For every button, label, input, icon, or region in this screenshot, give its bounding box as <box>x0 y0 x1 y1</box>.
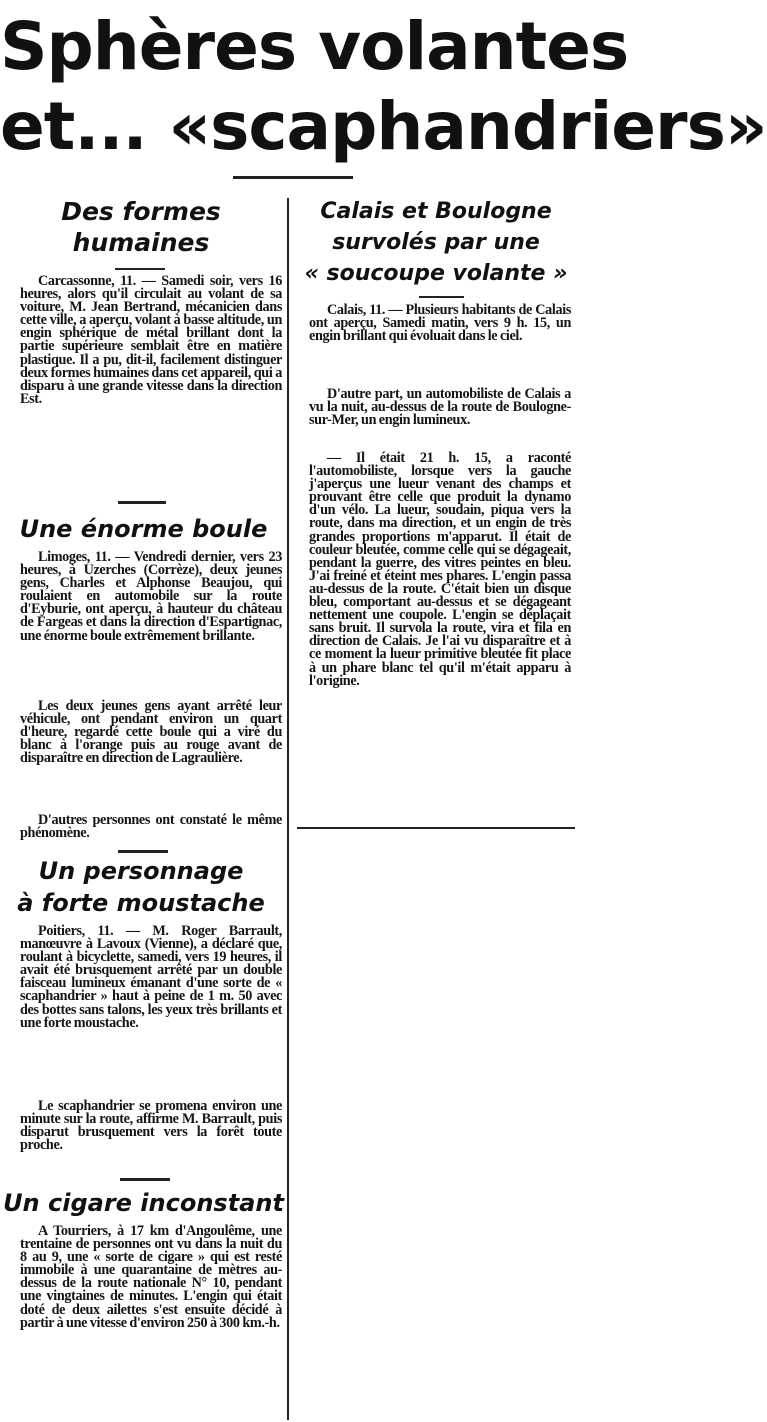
title-rule <box>419 296 464 298</box>
right-column <box>289 0 583 1422</box>
section-title-personnage-2: à forte moustache <box>17 889 265 917</box>
article-paragraph: Calais, 11. — Plusieurs habitants de Calais ont aperçu, Samedi matin, vers 9 h. 15, un engin brillant qui évoluait dans le ciel. <box>309 302 571 345</box>
headline-line-1: Sphères volantes <box>0 8 629 85</box>
article-paragraph: Le scaphandrier se promena environ une minute sur la route, affirme M. Barrault, puis disparut brusquement vers la forêt toute proche. <box>20 1098 282 1154</box>
article-paragraph: Limoges, 11. — Vendredi dernier, vers 23 heures, à Uzerches (Corrèze), deux jeunes gens, Charles et Alphonse Beaujou, qui roulaient en automobile sur la route d'Eyburie, ont aperçu, à hauteur du château de Fargeas et dans la direction d'Espartignac, une énorme boule extrêmement brillante. <box>20 549 282 644</box>
headline-line-2: et... «scaphandriers» <box>0 88 767 165</box>
article-paragraph: — Il était 21 h. 15, a raconté l'automobiliste, lorsque vers la gauche j'aperçus une lueur venant des champs et prouvant être celle que produit la dynamo d'un vélo. La lueur, soudain, piqua vers la route, dans ma direction, et un engin de très grandes proportions m'apparut. Il était de couleur bleutée, comme celle qui se dégageait, pendant la guerre, des vitres peintes en bleu. J'ai freiné et éteint mes phares. L'engin passa au-dessus de la route. C'était bien un disque bleu, comportant au-dessus et se dégageant nettement une coupole. L'engin se déplaçait sans bruit. Il survola la route, vira et fila en direction de Calais. Je l'ai vu disparaître et à ce moment la lueur primitive bleutée fit place à un phare blanc tel qu'il m'était apparu à l'origine. <box>309 450 571 689</box>
article-paragraph: Poitiers, 11. — M. Roger Barrault, manœuvre à Lavoux (Vienne), a déclaré que, roulant à bicyclette, samedi, vers 19 heures, il avait été brusquement arrêté par un double faisceau lumineux émanant d'une sorte de « scaphandrier » haut à peine de 1 m. 50 avec des bottes sans talons, les yeux très brillants et une forte moustache. <box>20 923 282 1031</box>
title-rule <box>115 268 165 270</box>
article-paragraph: D'autre part, un automobiliste de Calais a vu la nuit, au-dessus de la route de Boulogne-sur-Mer, un engin lumineux. <box>309 386 571 429</box>
section-title-calais-3: « soucoupe volante » <box>304 261 568 286</box>
section-title-formes-humaines-2: humaines <box>72 228 210 257</box>
article-paragraph: Les deux jeunes gens ayant arrêté leur véhicule, ont pendant environ un quart d'heure, regardé cette boule qui a viré du blanc à l'orange puis au rouge avant de disparaître en direction de Lagraulière. <box>20 698 282 767</box>
section-separator <box>120 1178 170 1181</box>
column-end-rule <box>297 827 575 829</box>
section-separator <box>118 850 168 853</box>
article-paragraph: Carcassonne, 11. — Samedi soir, vers 16 heures, alors qu'il circulait au volant de sa voiture, M. Jean Bertrand, mécanicien dans cette ville, a aperçu, volant à basse altitude, un engin sphérique de métal brillant dont la partie supérieure semblait être en matière plastique. Il a pu, dit-il, facilement distinguer deux formes humaines dans cet appareil, qui a disparu à une grande vitesse dans la direction Est. <box>20 273 282 407</box>
section-title-cigare: Un cigare inconstant <box>3 1189 284 1217</box>
section-title-calais-2: survolés par une <box>332 230 540 255</box>
article-paragraph: D'autres personnes ont constaté le même phénomène. <box>20 812 282 842</box>
section-title-enorme-boule: Une énorme boule <box>19 515 268 543</box>
article-paragraph: A Tourriers, à 17 km d'Angoulême, une trentaine de personnes ont vu dans la nuit du 8 au 9, une « sorte de cigare » qui est resté immobile à une quarantaine de mètres au-dessus de la route nationale N° 10, pendant une vingtaines de minutes. L'engin qui était doté de deux ailettes s'est ensuite décidé à partir à une vitesse d'environ 250 à 300 km.-h. <box>20 1223 282 1331</box>
section-title-formes-humaines-1: Des formes <box>61 197 221 226</box>
left-column <box>0 0 287 1422</box>
section-title-personnage-1: Un personnage <box>38 857 244 885</box>
section-separator <box>118 501 166 504</box>
section-title-calais-1: Calais et Boulogne <box>320 199 552 224</box>
